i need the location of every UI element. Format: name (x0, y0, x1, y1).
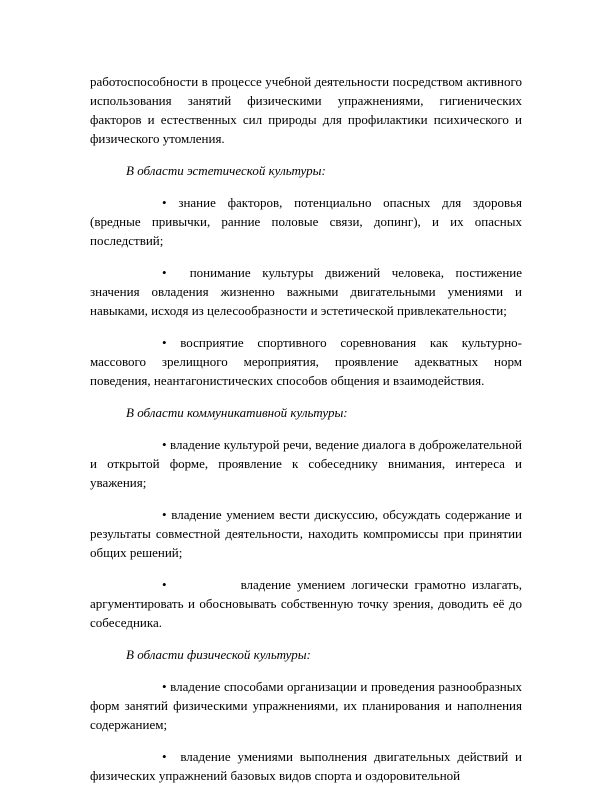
bullet-icon: • (162, 577, 167, 592)
bullet-icon: • (162, 265, 167, 280)
bullet-icon: • (162, 749, 167, 764)
bullet-text: понимание культуры движений человека, постижение значения овладения жизненно важными двигательными умениями и навыками, исходя из целесообразности и эстетической привлекательности; (90, 265, 522, 318)
bullet-item (90, 505, 522, 562)
bullet-item (90, 263, 522, 320)
section-heading: В области коммуникативной культуры: (126, 405, 348, 420)
bullet-icon: • (162, 437, 167, 452)
bullet-text: знание факторов, потенциально опасных для здоровья (вредные привычки, ранние половые связи, допинг), и их опасных последствий; (90, 195, 523, 248)
bullet-item (90, 435, 522, 492)
section-heading: В области физической культуры: (126, 647, 311, 662)
bullet-item (90, 747, 522, 785)
bullet-item (90, 677, 522, 734)
bullet-text: владение умениями выполнения двигательных действий и физических упражнений базовых видов спорта и оздоровительной (90, 749, 523, 783)
bullet-icon: • (162, 507, 167, 522)
bullet-item (90, 193, 522, 250)
bullet-text: владение способами организации и проведения разнообразных форм занятий физическими упражнениями, их планирования и наполнения содержанием; (90, 679, 522, 732)
bullet-item (90, 333, 522, 390)
body-paragraph: работоспособности в процессе учебной деятельности посредством активного использования занятий физическими упражнениями, гигиенических факторов и естественных сил природы для профилактики психического и физического утомления. (90, 74, 522, 146)
bullet-text: владение культурой речи, ведение диалога в доброжелательной и открытой форме, проявление к собеседнику внимания, интереса и уважения; (90, 437, 522, 490)
bullet-text: владение умением вести дискуссию, обсуждать содержание и результаты совместной деятельности, находить компромиссы при принятии общих решений; (90, 507, 523, 560)
section-heading: В области эстетической культуры: (126, 163, 326, 178)
bullet-item (90, 575, 522, 632)
bullet-text: владение умением логически грамотно излагать, аргументировать и обосновывать собственную точку зрения, доводить её до собеседника. (90, 577, 522, 630)
bullet-icon: • (162, 679, 167, 694)
bullet-icon: • (162, 335, 167, 350)
bullet-icon: • (162, 195, 167, 210)
bullet-text: восприятие спортивного соревнования как культурно-массового зрелищного мероприятия, проявление адекватных норм поведения, неантагонистических способов общения и взаимодействия. (90, 335, 522, 388)
page-body (90, 72, 522, 798)
